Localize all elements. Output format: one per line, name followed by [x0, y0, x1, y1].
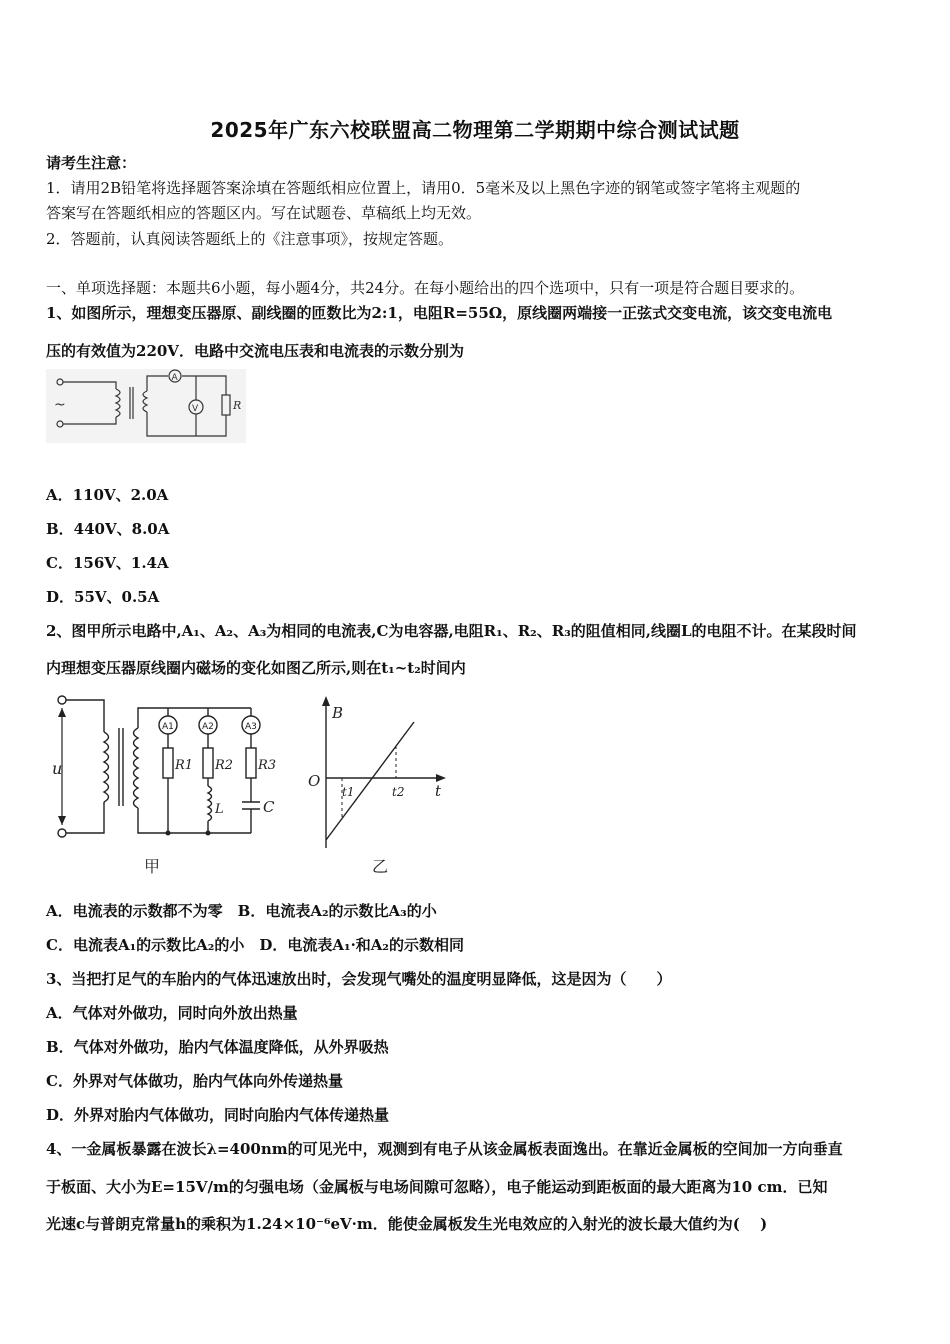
- inductor-l-label: L: [215, 802, 224, 817]
- notice-heading: 请考生注意：: [46, 154, 137, 172]
- figure-a-caption: 甲: [144, 857, 161, 876]
- origin-label: O: [308, 772, 321, 790]
- ammeter-a1-label: A1: [162, 722, 174, 732]
- resistor-label: R: [233, 399, 242, 412]
- q2-figure-b: [300, 690, 460, 880]
- q1-option-a: A．110V、2.0A: [46, 486, 169, 504]
- q4-stem-line-3: 光速c与普朗克常量h的乘积为1.24×10⁻⁶eV·m．能使金属板发生光电效应的入射光的波长最大值约为( ): [46, 1215, 768, 1233]
- q2-figure-a: [46, 690, 296, 880]
- q1-option-c: C．156V、1.4A: [46, 554, 169, 572]
- q3-option-b: B．气体对外做功，胎内气体温度降低，从外界吸热: [46, 1038, 389, 1056]
- q2-options-line-1: A．电流表的示数都不为零 B．电流表A₂的示数比A₃的小: [46, 902, 437, 920]
- resistor-r3: [246, 748, 256, 778]
- q1-circuit-figure: [46, 369, 246, 443]
- y-axis-label: B: [332, 704, 344, 722]
- capacitor-c-label: C: [263, 798, 275, 816]
- notice-item-1-line-1: 1．请用2B铅笔将选择题答案涂填在答题纸相应位置上，请用0．5毫米及以上黑色字迹的钢笔或签字笔将主观题的: [46, 179, 801, 197]
- b-versus-t-line: [326, 722, 414, 840]
- notice-item-2: 2．答题前，认真阅读答题纸上的《注意事项》，按规定答题。: [46, 230, 454, 248]
- q1-option-d: D．55V、0.5A: [46, 588, 160, 606]
- q3-option-a: A．气体对外做功，同时向外放出热量: [46, 1004, 298, 1022]
- primary-coil: [104, 732, 109, 802]
- t2-label: t2: [392, 785, 405, 799]
- q2-stem-line-1: 2、图甲所示电路中,A₁、A₂、A₃为相同的电流表,C为电容器,电阻R₁、R₂、R₃的阻值相同,线圈L的电阻不计。在某段时间: [46, 622, 857, 640]
- resistor-r3-label: R3: [258, 758, 277, 773]
- x-axis-label: t: [435, 782, 442, 800]
- q2-options-line-2: C．电流表A₁的示数比A₂的小 D．电流表A₁·和A₂的示数相同: [46, 936, 465, 954]
- section-heading: 一、单项选择题：本题共6小题，每小题4分，共24分。在每小题给出的四个选项中，只有一项是符合题目要求的。: [46, 279, 805, 297]
- resistor-r2-label: R2: [215, 758, 234, 773]
- q3-stem: 3、当把打足气的车胎内的气体迅速放出时，会发现气嘴处的温度明显降低，这是因为（ ）: [46, 970, 672, 988]
- q3-option-c: C．外界对气体做功，胎内气体向外传递热量: [46, 1072, 343, 1090]
- voltage-label: u: [52, 759, 63, 778]
- resistor-r1-label: R1: [175, 758, 194, 773]
- notice-item-1-line-2: 答案写在答题纸相应的答题区内。写在试题卷、草稿纸上均无效。: [46, 204, 482, 222]
- q1-option-b: B．440V、8.0A: [46, 520, 170, 538]
- q4-stem-line-1: 4、一金属板暴露在波长λ=400nm的可见光中，观测到有电子从该金属板表面逸出。在靠近金属板的空间加一方向垂直: [46, 1140, 843, 1158]
- t1-label: t1: [342, 785, 355, 799]
- q4-stem-line-2: 于板面、大小为E=15V/m的匀强电场（金属板与电场间隙可忽略），电子能运动到距板面的最大距离为10 cm．已知: [46, 1178, 828, 1196]
- q1-stem-line-1: 1、如图所示，理想变压器原、副线圈的匝数比为2:1，电阻R=55Ω，原线圈两端接一正弦式交变电流，该交变电流电: [46, 304, 833, 322]
- ammeter-a2-label: A2: [202, 722, 214, 732]
- secondary-coil: [134, 728, 139, 808]
- voltmeter-label: V: [192, 404, 199, 414]
- resistor: [222, 395, 230, 415]
- q2-stem-line-2: 内理想变压器原线圈内磁场的变化如图乙所示,则在t₁~t₂时间内: [46, 659, 466, 677]
- ammeter-label: A: [171, 373, 178, 383]
- resistor-r2: [203, 748, 213, 778]
- resistor-r1: [163, 748, 173, 778]
- figure-b-caption: 乙: [372, 857, 389, 876]
- page-title: 2025年广东六校联盟高二物理第二学期期中综合测试试题: [210, 118, 740, 142]
- ammeter-a3-label: A3: [245, 722, 257, 732]
- ac-source-symbol: ~: [54, 397, 66, 413]
- q3-option-d: D．外界对胎内气体做功，同时向胎内气体传递热量: [46, 1106, 390, 1124]
- inductor-l: [208, 786, 212, 821]
- q1-stem-line-2: 压的有效值为220V．电路中交流电压表和电流表的示数分别为: [46, 342, 464, 360]
